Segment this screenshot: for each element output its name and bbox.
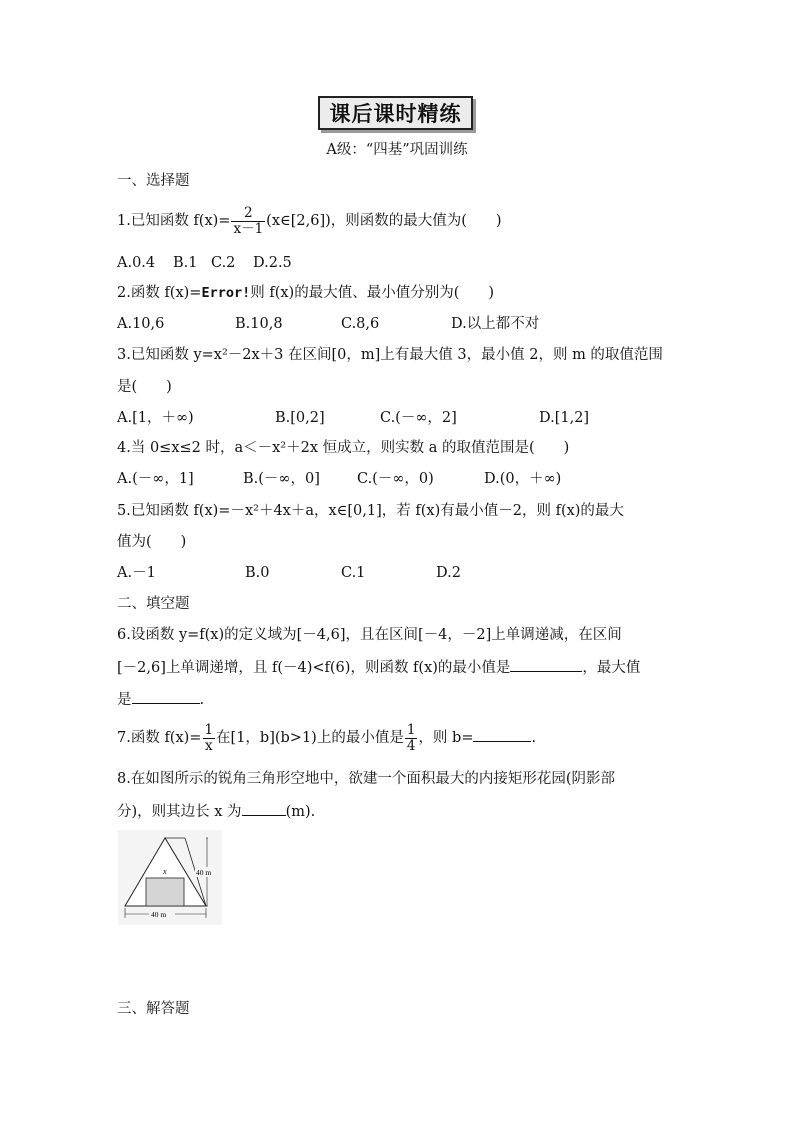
q4-option-a: A.(－∞，1] [117,471,194,487]
q5-option-d: D.2 [436,565,461,581]
q4-option-d: D.(0，＋∞) [484,471,562,487]
label-height: 40 m [196,868,212,877]
question-8-line-2: 分)，则其边长 x 为 (m). [117,801,315,822]
question-6-line-1: 6.设函数 y=f(x)的定义域为[－4,6]，且在区间[－4，－2]上单调递减，在区间 [117,627,622,643]
fraction-2-over-x-minus-1: $\frac{2}{x-1}$ [233,204,264,237]
q2-option-c: C.8,6 [341,316,380,332]
q2-option-a: A.10,6 [117,316,165,332]
question-7: 7.函数 f(x)= $\frac{1}{x}$ 在[1，b](b>1)上的最小值是 $\frac{1}{4}$ ，则 b= . [117,721,537,754]
question-6-line-3: 是 . [117,689,204,710]
question-3-line-2: 是( ) [117,379,172,395]
page-title: 课后课时精练 [318,96,473,130]
q1-option-a: A.0.4 [117,255,156,271]
q5-option-a: A.－1 [117,565,156,581]
answer-blank-max [132,689,200,704]
q2-option-d: D.以上都不对 [451,316,540,332]
q5-option-c: C.1 [341,565,366,581]
label-x: x [163,867,167,876]
q1-option-c: C.2 [211,255,236,271]
section-heading-solve: 三、解答题 [117,1001,190,1017]
question-8-line-1: 8.在如图所示的锐角三角形空地中，欲建一个面积最大的内接矩形花园(阴影部 [117,771,615,787]
section-heading-fill: 二、填空题 [117,596,190,612]
inscribed-rectangle [146,878,184,906]
q3-option-b: B.[0,2] [275,410,325,426]
question-1: 1.已知函数 f(x)= $\frac{2}{x-1}$ (x∈[2,6])，则函数的最大值为( ) [117,204,502,237]
answer-blank-min [510,657,582,672]
q1-option-b: B.1 [173,255,198,271]
q3-option-d: D.[1,2] [539,410,590,426]
label-base: 40 m [151,910,167,919]
question-4: 4.当 0≤x≤2 时，a＜－x²＋2x 恒成立，则实数 a 的取值范围是( ) [117,440,570,456]
q3-option-c: C.(－∞，2] [380,410,457,426]
section-heading-choice: 一、选择题 [117,173,190,189]
q5-option-b: B.0 [245,565,270,581]
question-5-line-1: 5.已知函数 f(x)=－x²＋4x＋a，x∈[0,1]，若 f(x)有最小值－2，则 f(x)的最大 [117,503,624,519]
fraction-1-over-x: $\frac{1}{x}$ [204,721,214,754]
answer-blank-x [242,801,286,816]
question-2: 2.函数 f(x)=Error!则 f(x)的最大值、最小值分别为( ) [117,285,495,301]
q4-option-b: B.(－∞，0] [243,471,320,487]
question-6-line-2: [－2,6]上单调递增，且 f(－4)<f(6)，则函数 f(x)的最小值是 ，最大值 [117,657,640,678]
q1-option-d: D.2.5 [253,255,292,271]
q3-option-a: A.[1，＋∞) [117,410,194,426]
triangle-figure [118,830,222,925]
q4-option-c: C.(－∞，0) [357,471,434,487]
error-placeholder: Error! [201,285,251,301]
page-subtitle: A级：“四基”巩固训练 [326,142,468,158]
fraction-1-over-4: $\frac{1}{4}$ [406,721,416,754]
answer-blank-b [473,727,531,742]
question-5-line-2: 值为( ) [117,534,187,550]
question-3-line-1: 3.已知函数 y=x²－2x＋3 在区间[0，m]上有最大值 3，最小值 2，则 m 的取值范围 [117,347,663,363]
q2-option-b: B.10,8 [235,316,283,332]
